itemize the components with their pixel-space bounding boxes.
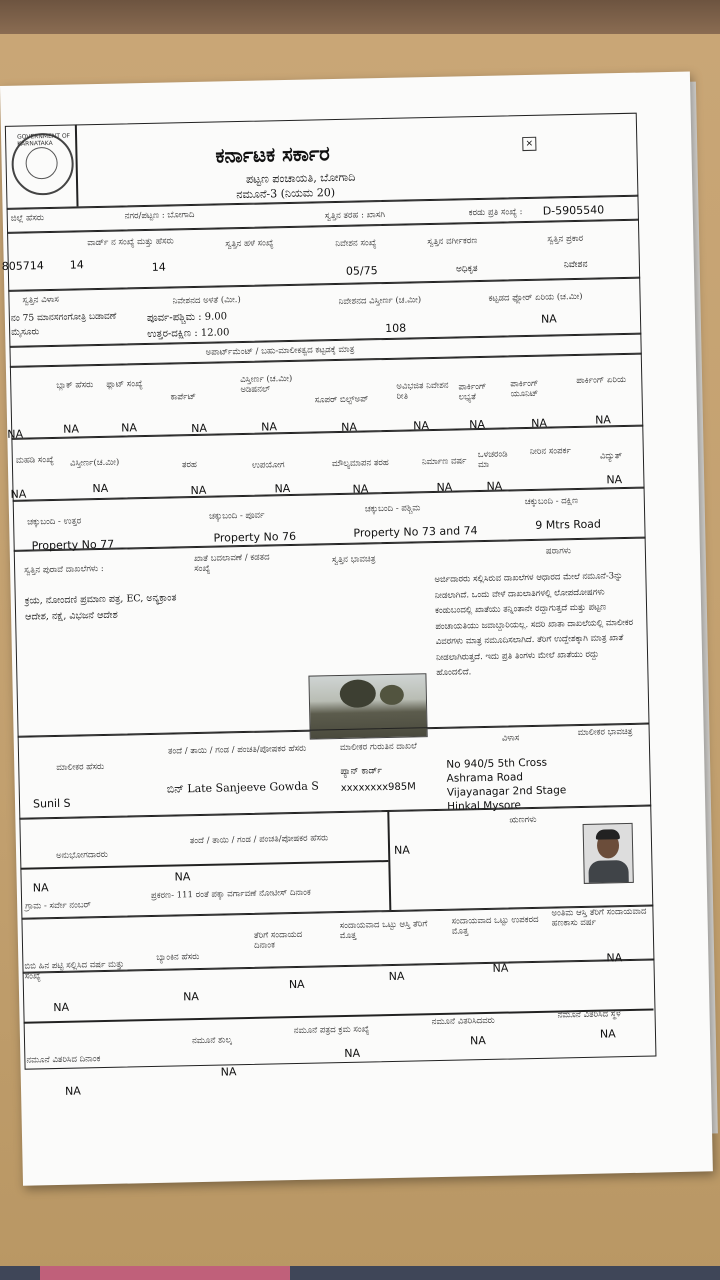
ack-number: D-5905540 [542, 203, 605, 218]
tax-paid-date-label: ತೆರಿಗೆ ಸಂದಾಯದ ದಿನಾಂಕ [253, 929, 303, 951]
apartment-cell: NA [121, 421, 138, 435]
dimension-label: ನಿವೇಶನದ ಅಳತೆ (ಮೀ.) [172, 295, 241, 307]
proof-docs-line2: ಆದೇಶ, ನಕ್ಷೆ, ವಿಭಜನೆ ಆದೇಶ [25, 609, 118, 623]
return-year-label: ಬಿಬಿ ಹಿನ ಪಟ್ಟಿ ಸಲ್ಲಿಸಿದ ವರ್ಷ ಮತ್ತು ಸಂಖ್ಯೆ [24, 959, 125, 982]
apartment-cell: NA [7, 427, 24, 441]
form-serial-value: NA [344, 1046, 361, 1060]
parking-area-label: ಪಾರ್ಕಿಂಗ್ ಏರಿಯ [576, 374, 627, 386]
parking-available-label: ಪಾರ್ಕಿಂಗ್ ಲಭ್ಯತೆ [458, 381, 487, 403]
bank-name-label: ಬ್ಯಾಂಕಿನ ಹೆಸರು [156, 952, 200, 963]
owner-id-label: ಮಾಲೀಕರ ಗುರುತಿನ ದಾಖಲೆ [339, 741, 417, 754]
tax-cell: NA [53, 1000, 70, 1015]
site-area-label: ನಿವೇಶನದ ವಿಸ್ತೀರ್ಣ (ಚ.ಮೀ) [338, 295, 422, 307]
wooden-table-edge [0, 0, 720, 34]
encumbrance-label: ಋಣಗಳು [509, 814, 537, 826]
remarks-label: ಷರಾಗಳು [545, 546, 572, 557]
super-builtup-label: ಸೂಪರ್ ಬಿಲ್ಟ್‌ಅಪ್ [314, 394, 369, 406]
property-photo-label: ಸ್ವತ್ತಿನ ಭಾವಚಿತ್ರ [331, 554, 376, 566]
floor-area-label: ಕಟ್ಟಡದ ಫ್ಲೋರ್ ಏರಿಯ (ಚ.ಮೀ) [488, 291, 583, 304]
enjoyer-name: NA [32, 881, 49, 895]
transfer-notice-date: ಪ್ರಕರಣ- 111 ರಂತೆ ಪಕ್ಕಾ ವರ್ಗಾವಣೆ ನೋಟೀಸ್ ದಿನಾಂಕ [150, 887, 311, 902]
building-type-label: ತರಹ [181, 459, 197, 471]
property-address: ನಂ 75 ಮಾನಸಗಂಗೋತ್ರಿ ಬಡಾವಣೆ [10, 311, 117, 324]
file-number-label: ಖಾತೆ ಬದಲಾವಣೆ / ಕಡತದ ಸಂಖ್ಯೆ [193, 552, 270, 575]
building-cell: NA [10, 487, 27, 501]
page-title: ಕರ್ನಾಟಕ ಸರ್ಕಾರ [215, 141, 330, 168]
usage-label: ಉಪಯೋಗ [251, 460, 285, 471]
water-connection-label: ನೀರಿನ ಸಂಪರ್ಕ [529, 446, 571, 457]
ack-label: ಕರಡು ಪ್ರತಿ ಸಂಖ್ಯೆ : [468, 207, 523, 219]
building-cell: NA [352, 482, 369, 496]
owner-id-number: xxxxxxxx985M [340, 781, 416, 795]
boundary-east: Property No 76 [213, 529, 297, 545]
owner-address-line: Ashrama Road [446, 771, 524, 785]
tax-cell: NA [288, 977, 305, 992]
proof-docs-line1: ಕ್ರಯ, ನೋಂದಣಿ ಪ್ರಮಾಣ ಪತ್ರ, EC, ಅನ್ಯಕ್ರಾಂತ [24, 592, 177, 607]
apartment-cell: NA [594, 413, 612, 427]
survey-number-label: ಗ್ರಾಮ - ಸರ್ವೇ ನಂಬರ್ [25, 900, 91, 912]
floor-number-label: ಮಹಡಿ ಸಂಖ್ಯೆ [15, 454, 54, 466]
floor-area-sqm-label: ವಿಸ್ತೀರ್ಣ(ಚ.ಮೀ) [69, 457, 120, 469]
apartment-cell: NA [469, 417, 486, 432]
building-cell: NA [486, 479, 503, 493]
owner-father-name: ಬಿನ್ Late Sanjeeve Gowda S [166, 779, 320, 796]
apartment-cell: NA [413, 419, 430, 433]
owner-name: Sunil S [32, 796, 71, 811]
encumbrance-value: NA [393, 843, 410, 857]
apartment-cell: NA [531, 416, 548, 430]
building-cell: NA [92, 481, 109, 496]
owner-id-type: ಪ್ಯಾನ್ ಕಾರ್ಡ್ [340, 766, 383, 778]
undivided-label: ಅವಿಭಜಿತ ನಿವೇಶನ ರೀತಿ [396, 380, 449, 402]
issue-date-label: ನಮೂನೆ ವಿತರಿಸಿದ ದಿನಾಂಕ [26, 1054, 101, 1066]
form-fee-value: NA [220, 1065, 237, 1079]
floor-area-value: NA [540, 312, 557, 326]
close-icon: × [522, 137, 536, 151]
page-subtitle: ಪಟ್ಟಣ ಪಂಚಾಯತಿ, ಬೋಗಾದಿ [245, 170, 356, 186]
tax-cell: NA [492, 961, 509, 975]
owner-table [18, 723, 652, 820]
additional-area-label: ವಿಸ್ತೀರ್ಣ (ಚ.ಮೀ) ಅಡಿಷನಲ್ [240, 373, 293, 396]
boundary-west: Property No 73 and 74 [353, 524, 478, 540]
enjoyer-label: ಅನುಭೋಗದಾರರು [56, 849, 109, 861]
ward-label: ವಾರ್ಡ್ ನ ಸಂಖ್ಯೆ ಮತ್ತು ಹೆಸರು [87, 236, 174, 249]
tax-cell: NA [388, 969, 405, 984]
site-area-value: 108 [385, 321, 407, 335]
ward-name: 14 [151, 260, 166, 274]
apartment-cell: NA [341, 420, 358, 434]
apartment-cell: NA [191, 421, 208, 436]
site-number-label: ನಿವೇಶನ ಸಂಖ್ಯೆ [335, 238, 377, 250]
classification-value: ಅಧಿಕೃತ [455, 264, 478, 275]
boundary-east-label: ಚಕ್ಕುಬಂದಿ - ಪೂರ್ವ [208, 510, 265, 522]
remarks-text: ಅರ್ಜಿದಾರರು ಸಲ್ಲಿಸಿರುವ ದಾಖಲೆಗಳ ಆಧಾರದ ಮೇಲೆ ನಮೂನೆ-3ನ್ನು ನೀಡಲಾಗಿದೆ. ಒಂದು ವೇಳೆ ದಾಖಲಾತಿಗಳಲ್ಲಿ ಲೋಪದೋಷಗಳು ಕಂಡುಬಂದಲ್ಲಿ ಖಾತೆಯು ತನ್ನಿಂತಾನೇ ರದ್ದಾಗುತ್ತದೆ ಮತ್ತು ಪಟ್ಟಣ ಪಂಚಾಯತಿಯು ಜವಾಬ್ದಾರಿಯಲ್ಲ. ಸದರಿ ಖಾತಾ ದಾಖಲೆಯಲ್ಲಿ ಮಾಲೀಕರ ವಿವರಗಳು ಮಾತ್ರ ನಮೂದಿಸಲಾಗಿದೆ. ತೆರಿಗೆ ಉದ್ದೇಶಕ್ಕಾಗಿ ಮಾತ್ರ ಖಾತೆ ನೀಡಲಾಗಿರುತ್ತದೆ. ಇದು ಪ್ರತಿ ತಿಂಗಳು ಮೇಲೆ ಖಾತೆಯು ರದ್ದು ಹೊಂದಲಿದೆ. [434, 571, 634, 678]
total-tax-label: ಸಂದಾಯವಾದ ಒಟ್ಟು ಆಸ್ತಿ ತೆರಿಗೆ ಮೊತ್ತ [339, 919, 428, 942]
boundary-west-label: ಚಕ್ಕುಬಂದಿ - ಪಶ್ಚಿಮ [364, 503, 421, 515]
form-number: ನಮೂನೆ-3 (ನಿಯಮ 20) [236, 186, 336, 202]
issued-by-label: ನಮೂನೆ ವಿತರಿಸಿದವರು [431, 1015, 495, 1028]
issued-by-value: NA [469, 1034, 486, 1048]
property-kind-label: ಸ್ವತ್ತಿನ ಪ್ರಕಾರ [547, 233, 584, 245]
owner-address-label: ವಿಳಾಸ [501, 733, 520, 744]
property-kind-value: ನಿವೇಶನ [563, 259, 588, 271]
owner-address-line: Hinkal Mysore [447, 799, 522, 813]
tax-cell: NA [606, 951, 623, 965]
form-fee-label: ನಮೂನೆ ಶುಲ್ಕ [191, 1035, 232, 1047]
ward-number: 14 [69, 258, 84, 272]
valuation-label: ಮೌಲ್ಯಮಾಪನ ತರಹ [331, 457, 389, 470]
boundary-north: Property No 77 [31, 537, 115, 553]
classification-label: ಸ್ವತ್ತಿನ ವರ್ಗೀಕರಣ [427, 236, 478, 248]
building-cell: NA [606, 473, 623, 487]
address-label: ಸ್ವತ್ತಿನ ವಿಳಾಸ [22, 294, 59, 306]
owner-address-line: Vijayanagar 2nd Stage [446, 784, 567, 799]
district-label: ಜಿಲ್ಲೆ ಹೆಸರು [10, 213, 45, 224]
karnataka-seal-icon: GOVERNMENT OF KARNATAKA [11, 132, 74, 195]
form-paper [0, 72, 713, 1186]
issue-date-value: NA [64, 1084, 81, 1098]
north-south-size: ಉತ್ತರ-ದಕ್ಷಿಣ : 12.00 [147, 327, 230, 340]
electricity-label: ವಿದ್ಯುತ್ [599, 451, 623, 462]
owner-photo-label: ಮಾಲೀಕರ ಭಾವಚಿತ್ರ [577, 726, 633, 739]
boundary-south-label: ಚಕ್ಕುಬಂದಿ - ದಕ್ಷಿಣ [524, 495, 579, 508]
apartment-cell: NA [261, 420, 278, 434]
enjoyer-father-name: NA [174, 870, 191, 884]
issue-place-value: NA [599, 1027, 616, 1041]
site-number: 05/75 [345, 264, 378, 278]
flat-label: ಫ್ಲಾಟ್ ಸಂಖ್ಯೆ [106, 379, 143, 390]
property-type-label: ಸ್ವತ್ತಿನ ತರಹ : ಖಾಸಗಿ [324, 209, 386, 222]
enjoyer-father-label: ತಂದೆ / ತಾಯಿ / ಗಂಡ / ಪಂಚತಿ/ಪೋಷಕರ ಹೆಸರು [189, 833, 329, 847]
issue-place-label: ನಮೂನೆ ವಿತರಿಸಿದ ಸ್ಥಳ [557, 1009, 621, 1021]
town-label: ನಗರ/ಪಟ್ಟಣ : ಬೋಗಾದಿ [124, 209, 195, 222]
carpet-label: ಕಾರ್ಪೆಟ್ [170, 391, 197, 403]
parking-unit-label: ಪಾರ್ಕಿಂಗ್ ಯೂನಿಟ್ [510, 378, 539, 400]
building-cell: NA [190, 483, 207, 498]
block-label: ಬ್ಲಾಕ್ ಹೆಸರು [56, 380, 94, 391]
final-tax-year-label: ಅಂತಿಮ ಆಸ್ತಿ ತೆರಿಗೆ ಸಂದಾಯವಾದ ಹಣಕಾಸು ವರ್ಷ [551, 906, 647, 929]
property-id: 805714 [1, 259, 44, 274]
owner-name-label: ಮಾಲೀಕರ ಹೆಸರು [56, 761, 105, 773]
property-address-city: ಮೈಸೂರು [11, 327, 40, 338]
form-serial-label: ನಮೂನೆ ಪತ್ರದ ಕ್ರಮ ಸಂಖ್ಯೆ [293, 1024, 370, 1037]
owner-father-label: ತಂದೆ / ತಾಯಿ / ಗಂಡ / ಪಂಚತಿ/ಪೋಷಕರ ಹೆಸರು [167, 743, 307, 757]
old-number-label: ಸ್ವತ್ತಿನ ಹಳೆ ಸಂಖ್ಯೆ [225, 238, 274, 250]
construction-year-label: ನಿರ್ಮಾಣ ವರ್ಷ [421, 456, 467, 468]
proof-docs-label: ಸ್ವತ್ತಿನ ಪುರಾವೆ ದಾಖಲೆಗಳು : [24, 563, 104, 576]
drainage-label: ಒಳಚರಂಡಿ ಮಾ [477, 449, 508, 471]
owner-address-line: No 940/5 5th Cross [446, 756, 548, 771]
tax-cell: NA [182, 990, 200, 1004]
boundary-north-label: ಚಕ್ಕುಬಂದಿ - ಉತ್ತರ [27, 516, 82, 528]
bottom-fabric-strip [0, 1266, 720, 1280]
apartment-heading: ಅಪಾರ್ಟ್‌ಮೆಂಟ್ / ಬಹು-ಮಾಲೀಕತ್ವದ ಕಟ್ಟಡಕ್ಕೆ ಮಾತ್ರ [205, 344, 355, 358]
east-west-size: ಪೂರ್ವ-ಪಶ್ಚಿಮ : 9.00 [146, 311, 228, 324]
total-cess-label: ಸಂದಾಯವಾದ ಒಟ್ಟು ಉಪಕರದ ಮೊತ್ತ [451, 914, 539, 937]
boundary-south: 9 Mtrs Road [535, 517, 602, 532]
building-cell: NA [274, 482, 291, 496]
apartment-cell: NA [63, 422, 80, 436]
form-3-sheet [1, 112, 686, 1146]
building-cell: NA [436, 480, 453, 494]
